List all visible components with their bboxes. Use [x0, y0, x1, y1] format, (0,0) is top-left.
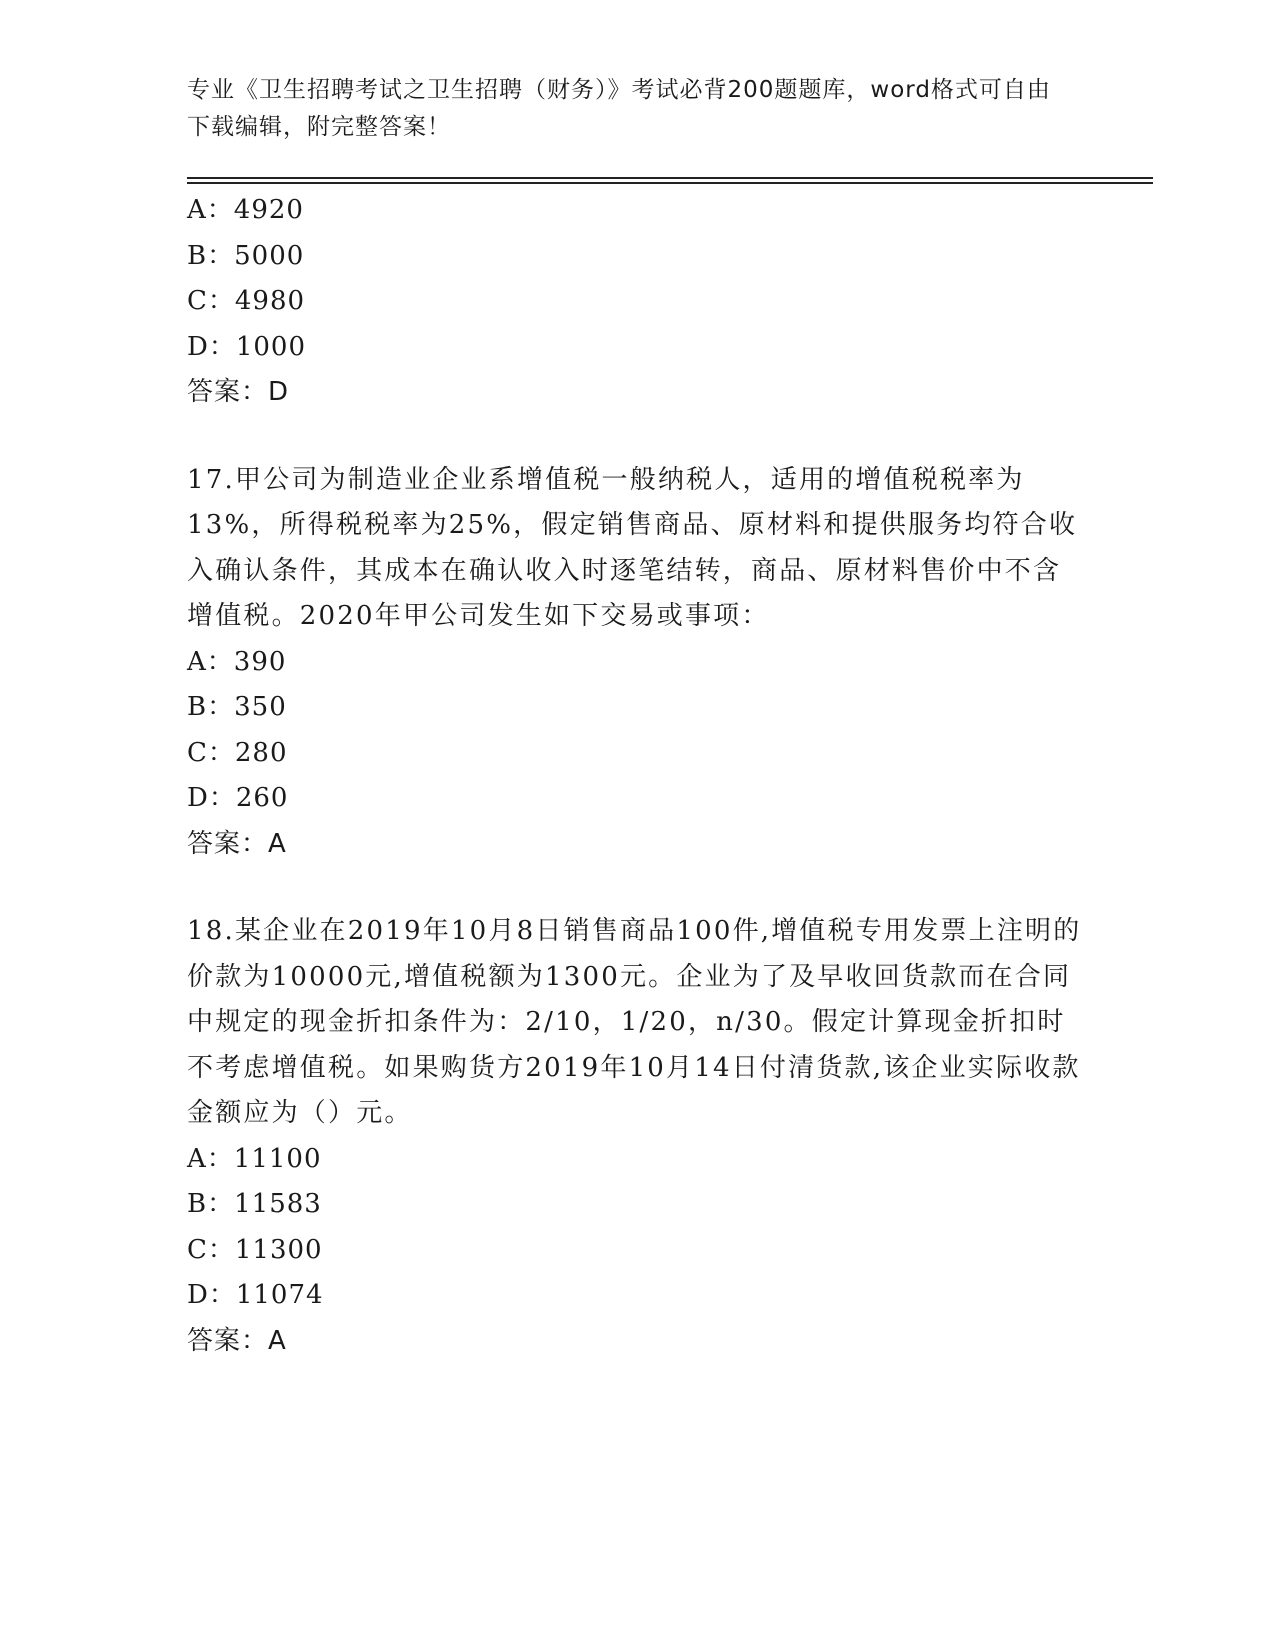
answer-line: 答案：D [187, 377, 290, 407]
question-block-17 [187, 458, 1087, 868]
option-d: D：11074 [187, 1280, 324, 1310]
document-body [187, 188, 1087, 1364]
question-text: 17.甲公司为制造业企业系增值税一般纳税人，适用的增值税税率为13%，所得税税率为25%，假定销售商品、原材料和提供服务均符合收入确认条件，其成本在确认收入时逐笔结转，商品、原材料售价中不含增值税。2020年甲公司发生如下交易或事项： [187, 464, 1078, 631]
question-block-16 [187, 188, 1087, 416]
option-a: A：4920 [187, 195, 304, 225]
option-c: C：11300 [187, 1234, 323, 1265]
option-c: C：4980 [187, 286, 306, 316]
option-d: D：260 [187, 783, 289, 813]
answer-line: 答案：A [187, 1325, 287, 1356]
header-divider-top [187, 177, 1153, 179]
header-divider-bottom [187, 182, 1153, 184]
option-a: A：11100 [187, 1143, 322, 1174]
option-b: B：350 [187, 692, 287, 722]
option-b: B：5000 [187, 240, 305, 271]
question-text: 18.某企业在2019年10月8日销售商品100件,增值税专用发票上注明的价款为10000元,增值税额为1300元。企业为了及早收回货款而在合同中规定的现金折扣条件为：2/10，1/20，n/30。假定计算现金折扣时不考虑增值税。如果购货方2019年10月14日付清货款,该企业实际收款金额应为（）元。 [187, 916, 1082, 1128]
spacer [187, 867, 1087, 909]
question-block-18 [187, 909, 1087, 1364]
option-d: D：1000 [187, 331, 307, 362]
option-b: B：11583 [187, 1189, 322, 1219]
answer-line: 答案：A [187, 828, 287, 859]
spacer [187, 416, 1087, 458]
option-a: A：390 [187, 646, 287, 677]
document-header: 专业《卫生招聘考试之卫生招聘（财务）》考试必背200题题库，word格式可自由下载编辑，附完整答案！ [187, 77, 1051, 140]
option-c: C：280 [187, 737, 288, 768]
